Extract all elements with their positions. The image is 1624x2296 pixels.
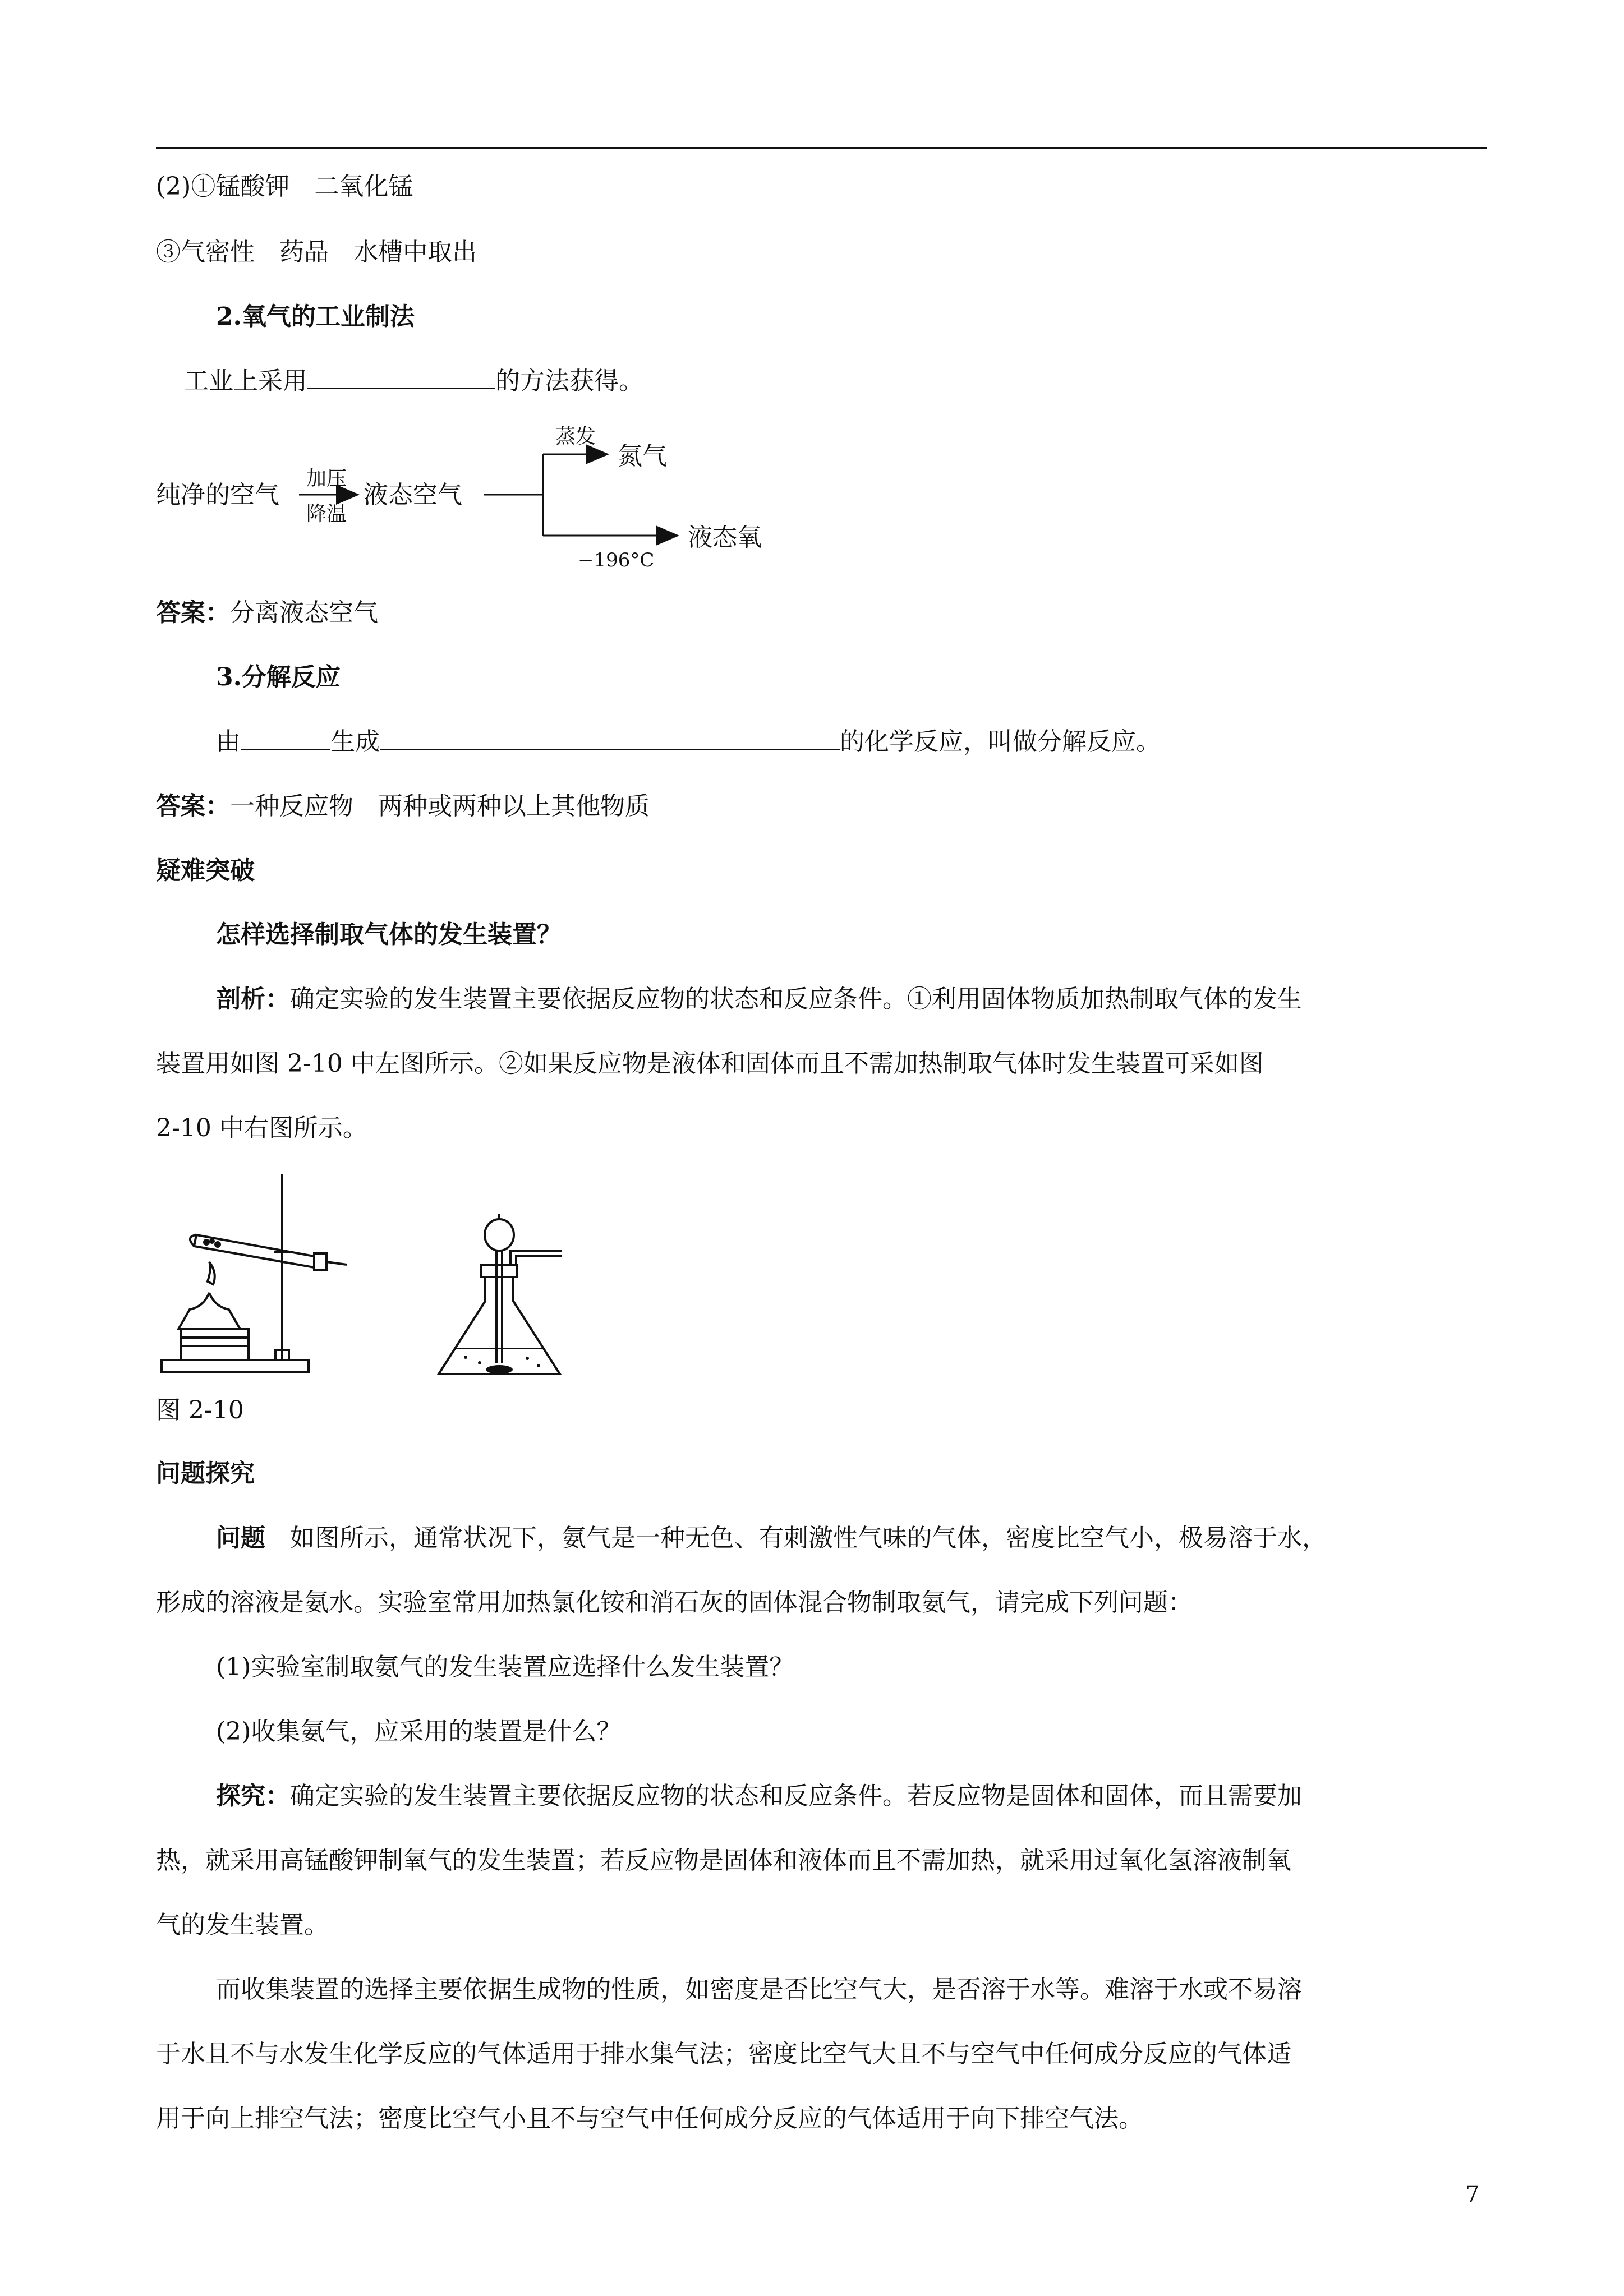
answer-line-1: (2)①锰酸钾 二氧化锰 (156, 172, 413, 201)
answer-2 (156, 790, 650, 823)
explore-label: 探究： (216, 1782, 290, 1810)
answer-label: 答案： (156, 598, 230, 627)
analysis-line-3: 2-10 中右图所示。 (156, 1114, 367, 1142)
page-number: 7 (1465, 2182, 1480, 2207)
answer-text: 分离液态空气 (230, 598, 378, 627)
fill-text-b: 生成 (330, 727, 380, 756)
section-heading-inquiry: 问题探究 (156, 1459, 255, 1488)
figure-caption: 图 2-10 (156, 1396, 244, 1424)
answer-line-2: ③气密性 药品 水槽中取出 (156, 238, 477, 266)
fill-text-b: 的方法获得。 (495, 367, 643, 395)
collection-line-3: 用于向上排空气法；密度比空气小且不与空气中任何成分反应的气体适用于向下排空气法。 (156, 2104, 1143, 2133)
flow-middle: 液态空气 (364, 481, 462, 509)
problem-line-2: 形成的溶液是氨水。实验室常用加热氯化铵和消石灰的固体混合物制取氨气，请完成下列问题： (156, 1588, 1193, 1617)
answer-1 (156, 596, 378, 630)
problem-question-2: (2)收集氨气，应采用的装置是什么？ (216, 1717, 622, 1746)
answer-label: 答案： (156, 792, 230, 820)
collection-line-2: 于水且不与水发生化学反应的气体适用于排水集气法；密度比空气大且不与空气中任何成分反应的气体适 (156, 2040, 1291, 2068)
blank-field (307, 365, 495, 389)
analysis-label: 剖析： (216, 985, 290, 1013)
fill-text-c: 的化学反应，叫做分解反应。 (840, 727, 1161, 756)
fill-in-line-2 (216, 725, 1161, 759)
question-heading: 怎样选择制取气体的发生装置？ (216, 920, 562, 949)
flow-branch2-label: −196°C (578, 549, 655, 571)
collection-line-1: 而收集装置的选择主要依据生成物的性质，如密度是否比空气大，是否溶于水等。难溶于水或不易溶 (216, 1975, 1302, 2004)
explore-line-2: 热，就采用高锰酸钾制氧气的发生装置；若反应物是固体和液体而且不需加热，就采用过氧化氢溶液制氧 (156, 1846, 1291, 1875)
answer-text: 一种反应物 两种或两种以上其他物质 (230, 792, 650, 820)
flow-branch1-result: 氮气 (618, 442, 667, 471)
flow-start: 纯净的空气 (156, 481, 279, 509)
explore-line-1 (216, 1779, 1302, 1813)
flow-branch2-result: 液态氧 (688, 523, 762, 552)
analysis-line-1 (216, 983, 1302, 1016)
analysis-text: 确定实验的发生装置主要依据反应物的状态和反应条件。①利用固体物质加热制取气体的发生 (290, 985, 1302, 1013)
problem-label: 问题 (216, 1524, 265, 1552)
industrial-oxygen-flow-diagram (156, 418, 784, 580)
header-rule (156, 147, 1487, 149)
fill-text-a: 工业上采用 (184, 367, 307, 395)
section-heading-difficulty: 疑难突破 (156, 856, 255, 885)
problem-question-1: (1)实验室制取氨气的发生装置应选择什么发生装置？ (216, 1653, 794, 1681)
flow-cond-top: 加压 (306, 467, 347, 490)
blank-field (241, 725, 330, 750)
section-heading-decomposition: 3.分解反应 (216, 663, 341, 691)
section-heading-industrial: 2.氧气的工业制法 (216, 302, 415, 331)
problem-text: 如图所示，通常状况下，氨气是一种无色、有刺激性气味的气体，密度比空气小，极易溶于水， (265, 1524, 1327, 1552)
explore-text: 确定实验的发生装置主要依据反应物的状态和反应条件。若反应物是固体和固体，而且需要加 (290, 1782, 1302, 1810)
fill-text-a: 由 (216, 727, 241, 756)
flow-cond-bottom: 降温 (306, 502, 347, 525)
flow-branch1-label: 蒸发 (555, 425, 596, 448)
fill-in-line-1 (184, 365, 643, 398)
explore-line-3: 气的发生装置。 (156, 1911, 329, 1939)
heating-apparatus-figure (156, 1169, 358, 1374)
problem-line-1 (216, 1522, 1327, 1555)
blank-field (380, 725, 840, 750)
flask-apparatus-figure (432, 1211, 572, 1380)
analysis-line-2: 装置用如图 2-10 中左图所示。②如果反应物是液体和固体而且不需加热制取气体时发生装置可采如图 (156, 1049, 1264, 1078)
